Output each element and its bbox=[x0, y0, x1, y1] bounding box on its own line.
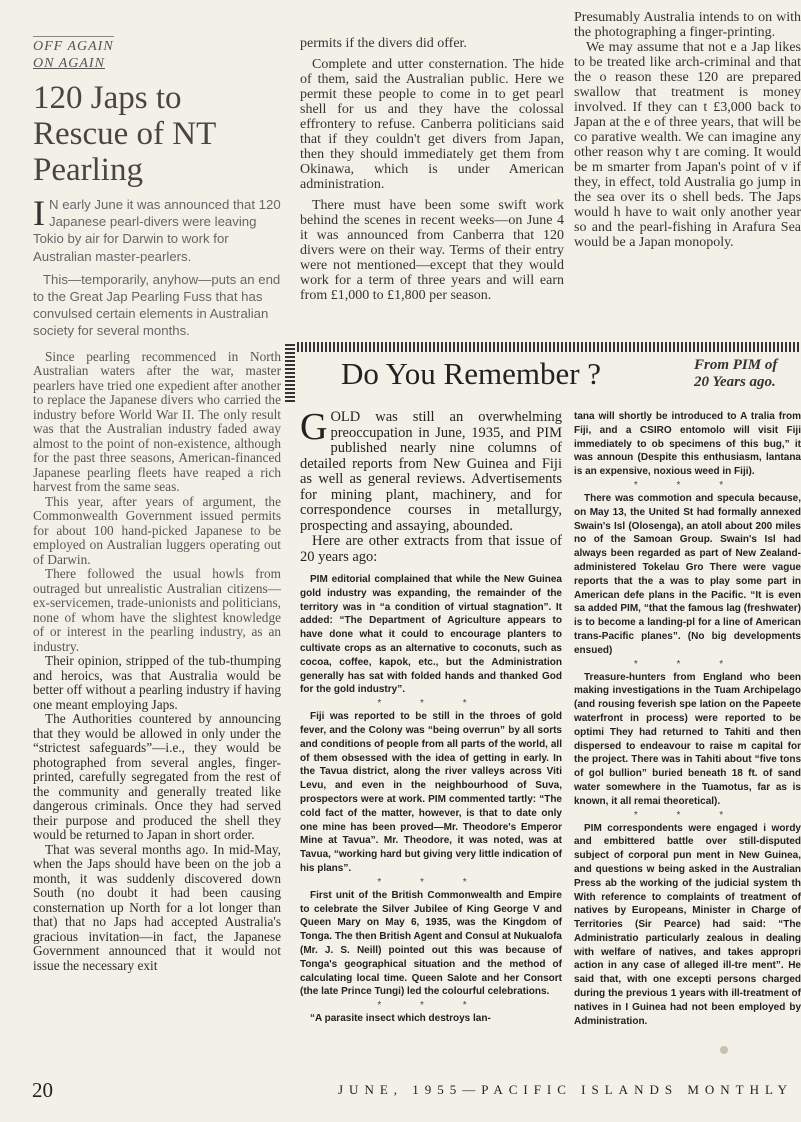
body-paragraph: The Authorities countered by announcing that they would be allowed in only under the “strictest safeguards”—i.e., they would be photographed from several angles, finger-printed, carefully segregated from the rest of the community and generally treated like dangerous criminals. Once they had served their purpose and produced the shell they would be returned to Japan in short order. bbox=[33, 711, 281, 843]
feature-dropcap: G bbox=[300, 410, 328, 448]
feature-intro bbox=[300, 410, 562, 534]
lead-text: N early June it was announced that 120 Japanese pearl-divers were leaving Tokio by air for Darwin to work for Australian master-pearlers. bbox=[33, 197, 281, 264]
extract-item: Treasure-hunters from England who been making investigations in the Tuam Archipelago (and rousing feverish spe lation on the Papeete waterfront in process) were reported to be optimi They had returned to Tahiti and then dispersed to endeavour to raise m capital for the project. There was in Tahiti about “five tons of gol bullion” buried beneath 18 ft. of sand water somewhere in the Tuamotus, far as is known, it all remai theoretical). bbox=[574, 671, 801, 807]
feature-subtitle-line-1: From PIM of bbox=[694, 357, 778, 373]
lead-paragraph bbox=[33, 193, 281, 265]
decorative-rule-left bbox=[285, 342, 295, 402]
article-column-3 bbox=[574, 10, 801, 340]
body-paragraph: Presumably Australia intends to on with the photographing a finger-printing. bbox=[574, 10, 801, 40]
separator-stars: * * * bbox=[377, 876, 485, 888]
body-paragraph: permits if the divers did offer. bbox=[300, 36, 467, 51]
extract-item: tana will shortly be introduced to A tralia from Fiji, and a CSIRO entomolo will visit Fiji immediately to ob specimens of this bug,” it was announ (Despite this enthusiasm, lantana is an expensive, noxious weed in Fiji). bbox=[574, 411, 801, 478]
body-paragraph: Since pearling recommenced in North Australian waters after the war, master pearlers have tried one expedient after another to replace the Japanese divers who carried the industry before World War II. The only result was that the Australian industry faded away almost to the point of non-existence, although for the past three seasons, American-financed Japanese pearling fleets have reaped a rich harvest from the same seas. bbox=[33, 348, 281, 495]
body-paragraph: Their opinion, stripped of the tub-thumping and heroics, was that Australia would be better off without a pearling industry if having one meant employing Japs. bbox=[33, 653, 281, 712]
extract-item: PIM correspondents were engaged i wordy and embittered battle over still-disputed subject of corporal pun ment in New Guinea, and questions w being asked in the Australian Press ab the working of the judicial system th With reference to complaints of treatment of natives by Europeans, Minister in Charge of Territories (Sir Pearce) had said: “The Administratio particularly zealous in dealing with welfare of natives, and takes appropri action in any case of alleged ill-tre ment”. He said that, with one excepti persons charged during the previous 1 years with ill-treatment of natives in I Guinea had not been employed by Administration. bbox=[574, 822, 801, 1027]
separator-stars: * * * bbox=[377, 698, 485, 710]
issue-footer: JUNE, 1955—PACIFIC ISLANDS MONTHLY bbox=[338, 1082, 794, 1097]
body-paragraph: Complete and utter consternation. The hide of them, said the Australian public. Here we permit these people to come in to get pearl shell for us and they have the colossal effrontery to refuse. Canberra politicians said that if they couldn't get divers from Japan, then they should immediately get them from Okinawa, which is under American administration. bbox=[300, 57, 564, 192]
lead-dropcap: I bbox=[33, 193, 45, 233]
body-paragraph: This year, after years of argument, the Commonwealth Government issued permits for about 100 hand-picked Japanese to be employed on Australian luggers operating out of Darwin. bbox=[33, 493, 281, 567]
extract-item: There was commotion and specula because, on May 13, the United St had formally annexed Swain's Isl (Olosenga), an atoll about 200 miles no of the Samoan Group. Swain's Isl had always been regarded as part of New Zealand-administered Tokelau Gro There were vague reports that the a was to play some part in American defe plans in the Pacific. “It is even sa added PIM, “that the famous lag (freshwater) is to become a landing-pl for a line of American trans-Pacific planes”. (No big developments ensued) bbox=[574, 492, 801, 656]
extract-item: PIM editorial complained that while the New Guinea gold industry was expanding, the remainder of the territory was in “a condition of virtual stagnation”. It added: “The Department of Agriculture appears to have done what it could to encourage planters to cultivate crops as an alternative to coconuts, such as cocoa, coffee, kapok, etc., but the Administration generally has sat with folded hands and thanked God for the gold industry”. bbox=[300, 574, 562, 696]
separator-stars: * * * bbox=[633, 479, 742, 491]
kicker-line-1: OFF AGAIN bbox=[33, 36, 114, 55]
feature-title: Do You Remember ? bbox=[341, 356, 602, 391]
separator-stars: * * * bbox=[377, 1000, 485, 1012]
feature-column-1 bbox=[300, 410, 562, 1070]
feature-subtitle-line-2: 20 Years ago. bbox=[694, 374, 776, 390]
print-blemish bbox=[720, 1046, 728, 1054]
feature-banner bbox=[285, 342, 801, 402]
separator-stars: * * * bbox=[633, 809, 742, 821]
body-paragraph: That was several months ago. In mid-May, when the Japs should have been on the job a month, it was suddenly discovered down South (no doubt it had been causing consternation up North for a lot longer than that) that no Japs had accepted Australia's gracious invitation—in fact, the Japanese Government announced that it would not issue the necessary exit bbox=[33, 841, 281, 973]
article-headline: 120 Japs to Rescue of NT Pearling bbox=[33, 80, 216, 188]
feature-subtitle bbox=[694, 357, 777, 391]
separator-stars: * * * bbox=[633, 658, 742, 670]
body-paragraph: There followed the usual howls from outraged but unrealistic Australian citizens—ex-servicemen, trade-unionists and politicians, none of whom have the slightest knowledge of or interest in the pearling industry, as an industry. bbox=[33, 566, 281, 654]
feature-intro-text: OLD was still an overwhelming preoccupation in June, 1935, and PIM published nearly nine columns of detailed reports from New Guinea and Fiji as well as general reviews. Advertisements for mining plant, machinery, and for correspondence courses in metallurgy, prospecting and assaying, abounded. bbox=[300, 410, 562, 534]
article-column-2 bbox=[300, 36, 564, 303]
extract-item: Fiji was reported to be still in the throes of gold fever, and the Colony was “being overrun” by all sorts and conditions of people from all parts of the world, all of them obsessed with the idea of getting in early. In the Tavua district, along the river valleys across Viti Levu, and even in the neighbourhood of Suva, prospectors were at work. PIM commented tartly: “The cold fact of the matter, however, is that to date only one mine has been proved—Mr. Theodore's Emperor Mine at Tavua”. Mr. Theodore, it was noted, was at Tavua, “working hard but giving very little indication of his plans”. bbox=[300, 711, 562, 874]
body-paragraph: There must have been some swift work behind the scenes in recent weeks—on June 4 it was announced from Canberra that 120 divers were on their way. Terms of their entry were not mentioned—except that they would work for a term of three years and will earn from £1,000 to £1,800 per season. bbox=[300, 198, 564, 303]
article-column-1 bbox=[33, 36, 281, 973]
body-paragraph: We may assume that not e a Jap likes to be treated like arch-criminal and that the o reason these 120 are prepared swallow that treatment is money involved. If they can t £3,000 back to Japan at the e of three years, that will be co parative wealth. We can imagine any other reason why t are coming. It would be m smarter from Japan's point of v if they, in effect, told Australia go jump in the sea over its o shell beds. The Japs would h have to wait only another year so and the pearl-fishing in Arafura Sea would be a Japan monopoly. bbox=[574, 40, 801, 250]
kicker-line-2: ON AGAIN bbox=[33, 56, 105, 71]
page-number: 20 bbox=[32, 1078, 53, 1102]
extract-item: “A parasite insect which destroys lan- bbox=[310, 1013, 491, 1025]
feature-intro-2: Here are other extracts from that issue of 20 years ago: bbox=[300, 533, 562, 565]
decorative-rule-top bbox=[285, 342, 801, 352]
extract-item: First unit of the British Commonwealth and Empire to celebrate the Silver Jubilee of King George V and Queen Mary on May 6, 1935, was the Kingdom of Tonga. The then British Agent and Consul at Nukualofa (Mr. J. S. Neill) pointed out this was because of Tonga's geographical situation and the method of calculating local time. Queen Salote and her Consort (the late Prince Tungi) led the colourful celebrations. bbox=[300, 889, 562, 998]
lead-paragraph-2: This—temporarily, anyhow—puts an end to the Great Jap Pearling Fuss that has convulsed certain elements in Australian society for several months. bbox=[33, 271, 281, 339]
feature-column-2 bbox=[574, 410, 801, 1070]
